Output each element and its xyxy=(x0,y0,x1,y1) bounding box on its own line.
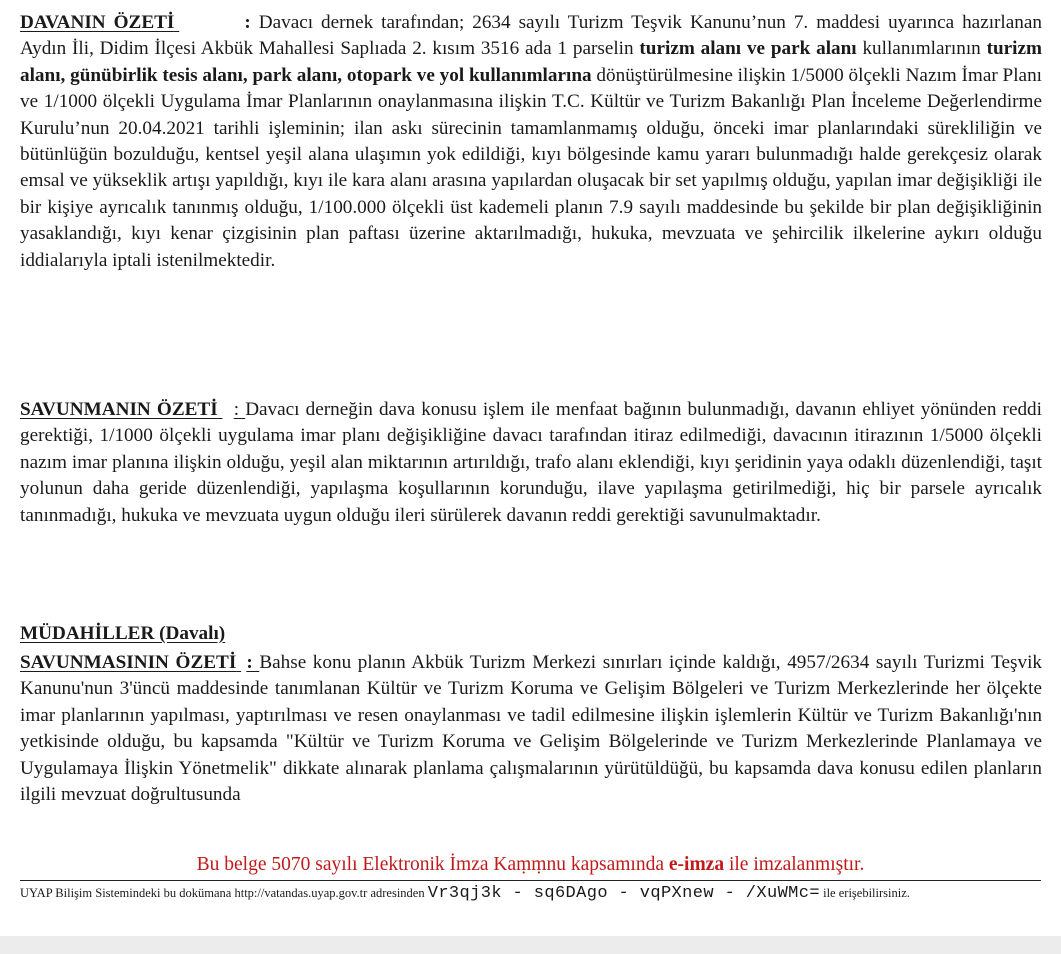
davanin-ozeti-text-b: kullanımlarının xyxy=(856,38,987,60)
savunmanin-ozeti-text: Davacı derneğin dava konusu işlem ile menfaat bağının bulunmadığı, davanın ehliyet yönünden reddi gerektiği, 1/1000 ölçekli uygulama imar planı değişikliğine davacı tarafından itiraz edilmediği, davacının itirazının 1/5000 ölçekli nazım imar planına ilişkin olduğu, yeşil alan miktarının artırıldığı, trafo alanı eklendiği, kıyı şeridinin yaya odaklı düzenlendiği, taşıt yolunun daha geride düzenlendiği, yapılaşma koşullarının korunduğu, ilave yapılaşma getirilmediği, hiç bir parsele ayrıcalık tanınmadığı, hukuka ve mevzuata uygun olduğu ileri sürülerek davanın reddi gerektiği savunulmaktadır. xyxy=(20,399,1042,526)
heading-tab-gap xyxy=(236,650,246,676)
esign-notice-bold: e-imza xyxy=(668,854,725,875)
davanin-ozeti-colon: : xyxy=(244,12,259,33)
uyap-suffix: ile erişebilirsiniz. xyxy=(819,886,910,900)
mudahiller-savunmasi-colon: : xyxy=(246,652,260,673)
davanin-ozeti-paragraph xyxy=(20,10,1042,274)
uyap-verification-code: Vr3qj3k - sq6DAgo - vqPXnew - /XuWMc= xyxy=(427,884,820,903)
uyap-verification-line xyxy=(20,880,1041,905)
davanin-ozeti-bold-a: turizm alanı ve park alanı xyxy=(639,38,857,60)
mudahiller-savunmasi-text: Bahse konu planın Akbük Turizm Merkezi sınırları içinde kaldığı, 4957/2634 sayılı Turizmi Teşvik Kanunu'nun 3'üncü maddesinde tanımlanan Kültür ve Turizm Koruma ve Gelişim Bölgeleri ve Turizm Merkezlerinde her ölçekte imar planlarının yapılması, yaptırılması ve resen onaylanması ve tadil edilmesine ilişkin işlemlerin Kültür ve Turizm Bakanlığı'nın yetkisinde olduğu, bu kapsamda "Kültür ve Turizm Koruma ve Gelişim Bölgelerinde ve Turizm Merkezlerinde Planlamaya ve Uygulamaya İlişkin Yönetmelik" dikkate alınarak planlama çalışmalarının yürütüldüğü, bu kapsamda dava konusu edilen planların ilgili mevzuat doğrultusunda xyxy=(20,652,1042,806)
davanin-ozeti-heading: DAVANIN ÖZETİ xyxy=(20,12,175,33)
esign-notice-prefix: Bu belge 5070 sayılı Elektronik İmza Kaṃṃnu kapsamında xyxy=(196,854,669,875)
mudahiller-heading-line xyxy=(20,621,1042,647)
davanin-ozeti-bold-b: turizm alanı, günübirlik tesis alanı, park alanı, xyxy=(20,38,1042,86)
mudahiller-savunmasi-paragraph xyxy=(20,650,1042,808)
mudahiller-savunmasi-heading: SAVUNMASININ ÖZETİ xyxy=(20,652,237,673)
mudahiller-heading: MÜDAHİLLER (Davalı) xyxy=(20,623,226,644)
heading-tab-gap xyxy=(218,397,234,423)
davanin-ozeti-line1: Davacı dernek tarafından; 2634 sayılı Turizm Teşvik Kanunu’nun 7. xyxy=(258,12,809,33)
savunmanin-ozeti-heading: SAVUNMANIN ÖZETİ xyxy=(20,399,218,420)
page-bottom-band xyxy=(0,936,1061,954)
savunmanin-ozeti-colon: : xyxy=(233,399,246,420)
uyap-prefix: UYAP Bilişim Sistemindeki bu dokümana http://vatandas.uyap.gov.tr adresinden xyxy=(20,886,428,900)
davanin-ozeti-bold-c: otopark ve yol kullanımlarına xyxy=(346,64,592,86)
heading-tab-gap xyxy=(174,10,244,36)
davanin-ozeti-text-a: parselin xyxy=(572,38,640,60)
davanin-ozeti-line2: maddesi uyarınca hazırlanan Aydın İli, Didim İlçesi Akbük Mahallesi Saplıada 2. kısım 3516 ada 1 xyxy=(20,12,1042,60)
esign-notice xyxy=(0,852,1061,878)
esign-notice-suffix: ile imzalanmıştır. xyxy=(724,854,865,875)
savunmanin-ozeti-paragraph xyxy=(20,397,1042,529)
davanin-ozeti-text-c: dönüştürülmesine ilişkin 1/5000 ölçekli Nazım İmar Planı ve 1/1000 ölçekli Uygulama İmar Planlarının onaylanmasına ilişkin T.C. Kültür ve Turizm Bakanlığı Plan İnceleme Değerlendirme Kurulu’nun 20.04.2021 tarihli işleminin; ilan askı sürecinin tamamlanmamış olduğu, önceki imar planlarındaki sürekliliğin ve bütünlüğün bozulduğu, kentsel yeşil alana ulaşımın yok edildiği, kıyı bölgesinde kamu yararı bulunmadığı halde gerekçesiz olarak emsal ve yükseklik artışı yapıldığı, kıyı ile kara alanı arasına yapılardan oluşacak bir set yapılmış olduğu, yapılan imar değişikliği ile bir kişiye ayrıcalık tanınmış olduğu, 1/100.000 ölçekli üst kademeli planın 7.9 sayılı maddesinde bu şekilde bir plan değişikliğinin yasaklandığı, kıyı kenar çizgisinin plan paftası üzerine aktarılmadığı, hukuka, mevzuata ve şehircilik ilkelerine aykırı olduğu iddialarıyla iptali istenilmektedir. xyxy=(20,64,1042,271)
